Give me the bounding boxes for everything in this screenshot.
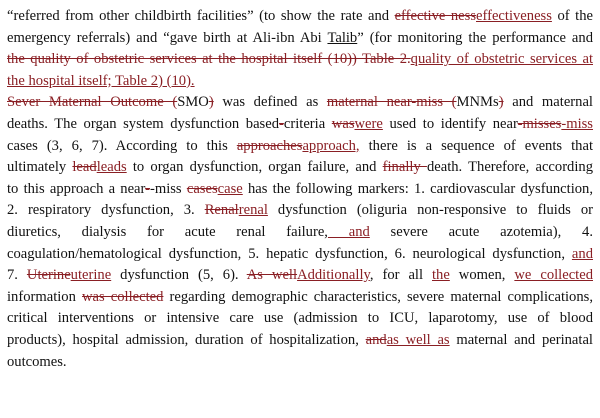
text-run: SMO [177,94,209,111]
deleted-text-run: Sever Maternal Outcome ( [7,94,178,111]
text-run: deaths. The organ system dysfunction based [7,115,279,132]
text-line [7,157,593,179]
text-line [7,265,593,287]
text-run: dysfunction (5, 6). [111,267,247,284]
underlined-text-run: Talib [327,29,358,46]
deleted-text-run: finally [382,159,427,176]
text-run: regarding demographic characteristics, severe maternal complications, [163,288,593,305]
text-run: maternal and perinatal [449,331,593,348]
text-run: emergency referrals) and “gave birth at Ali-ibn Abi [7,29,328,46]
text-run: “referred from other childbirth facilities” (to show the rate and [7,8,395,24]
deleted-text-run: cases [186,180,218,197]
inserted-text-run: the [432,267,450,284]
text-run: of the [551,8,593,24]
text-line [7,352,593,374]
inserted-text-run: Additionally [297,267,370,284]
text-run: -miss [149,180,187,197]
text-run: criteria [283,115,332,132]
inserted-text-run: -miss [561,115,593,132]
text-line [7,330,593,352]
inserted-text-run: effectiveness [476,8,552,24]
text-run: coagulation/hematological dysfunction, 5. hepatic dysfunction, 6. neurological dysfunction, [7,245,572,262]
text-run: outcomes. [7,353,67,370]
text-run: there is a sequence of events that [359,137,593,154]
text-line [7,6,593,28]
inserted-text-run: approach, [302,137,360,154]
text-run: 7. [7,267,27,284]
inserted-text-run: uterine [70,267,112,284]
inserted-text-run: quality of obstetric services at [410,51,593,68]
deleted-text-run: Renal [204,202,239,219]
deleted-text-run: was collected [81,288,164,305]
text-line [7,222,593,244]
text-run: ” (for monitoring the performance and [357,29,593,46]
deleted-text-run: - [145,180,150,197]
text-run: was defined as [213,94,327,111]
text-run: dysfunction (oliguria non-responsive to fluids or [267,202,593,219]
inserted-text-run: and [327,223,370,240]
inserted-text-run: we collected [514,267,593,284]
text-line [7,136,593,158]
inserted-text-run: renal [238,202,268,219]
text-line [7,71,593,93]
text-run: diuretics, dialysis for acute renal failure, [7,223,328,240]
text-line [7,28,593,50]
text-line [7,200,593,222]
text-run: information [7,288,82,305]
inserted-text-run: case [217,180,243,197]
inserted-text-run: and [571,245,593,262]
deleted-text-run: Uterine [26,267,71,284]
deleted-text-run: -misses [517,115,562,132]
text-run: cases (3, 6, 7). According to this [7,137,237,154]
deleted-text-run: ) [498,94,504,111]
text-run: to organ dysfunction, organ failure, and [126,159,383,176]
deleted-text-run: - [279,115,284,132]
text-line [7,92,593,114]
inserted-text-run: the hospital itself; Table 2) (10). [7,72,195,89]
inserted-text-run: leads [96,159,127,176]
inserted-text-run: were [354,115,383,132]
text-run: and maternal [503,94,593,111]
text-line [7,49,593,71]
text-run: death. Therefore, according [426,159,593,176]
text-run: 2. respiratory dysfunction, 3. [7,202,205,219]
text-run: critical interventions or intensive care use (admission to ICU, laparotomy, use of blood [7,310,593,327]
text-run: severe acute azotemia), 4. [369,223,593,240]
text-line [7,179,593,201]
text-run: products), hospital admission, duration of hospitalization, [7,331,366,348]
deleted-text-run: maternal near-miss ( [326,94,457,111]
text-run: MNMs [456,94,499,111]
text-line [7,308,593,330]
deleted-text-run: ) [208,94,214,111]
text-line [7,244,593,266]
text-run: women, [449,267,515,284]
deleted-text-run: and [365,331,387,348]
deleted-text-run: effective ness [394,8,477,24]
text-run: , for all [369,267,432,284]
deleted-text-run: lead [72,159,97,176]
deleted-text-run: approaches [236,137,303,154]
deleted-text-run: the quality of obstetric services at the hospital itself (10)) Table 2. [7,51,411,68]
text-run: ultimately [7,159,73,176]
text-line [7,114,593,136]
text-run: has the following markers: 1. cardiovascular dysfunction, [242,180,593,197]
text-run: used to identify near [382,115,518,132]
text-line [7,287,593,309]
tracked-changes-paragraph [7,6,593,373]
deleted-text-run: was [331,115,355,132]
deleted-text-run: As well [246,267,298,284]
text-run: to this approach a near [7,180,146,197]
inserted-text-run: as well as [386,331,450,348]
